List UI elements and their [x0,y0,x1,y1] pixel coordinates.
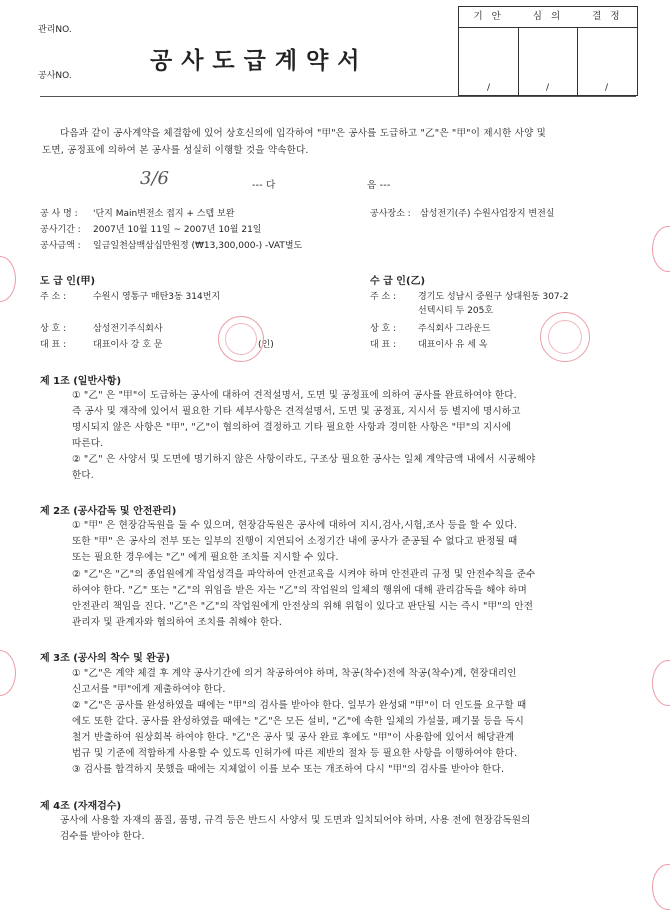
contractor-title: 수 급 인(乙) [370,276,426,287]
approval-slash-1: / [487,83,491,93]
contractor-address-label: 주 소 : [370,292,397,302]
article-3-line: 신고서를 "甲"에게 제출하여야 한다. [72,684,226,695]
article-1-line: 따른다. [72,438,104,449]
article-4-line: 검수를 받아야 한다. [60,831,145,842]
contractor-company-seal [540,312,590,362]
period: 2007년 10월 11일 ~ 2007년 10월 21일 [93,225,262,235]
article-1-line: 명시되지 않은 사항은 "甲", "乙"이 협의하여 결정하고 기타 필요한 사항과 경미한 사항은 "甲"의 지시에 [72,422,512,433]
right-margin-seal [652,226,670,272]
contract-no-label: 공사NO. [38,71,72,81]
owner-seal-mark: (인) [258,340,274,350]
owner-company: 삼성전기주식회사 [93,324,163,334]
header-divider [40,96,636,97]
approval-slash-2: / [546,83,550,93]
contractor-rep-label: 대 표 : [370,340,397,350]
owner-address-label: 주 소 : [40,292,67,302]
article-3-line: 에도 또한 같다. 공사를 완성하였을 때에는 "乙"은 모든 설비, "乙"에 속한 일체의 가설물, 폐기물 등을 독시 [72,716,524,727]
owner-company-seal [218,316,264,362]
approval-label-review: 심 의 [532,11,564,22]
project-name-label: 공 사 명 : [40,209,78,219]
article-1-line: 한다. [72,470,94,481]
article-2-line: ② "乙"은 "乙"의 종업원에게 작업성격을 파악하여 안전교육을 시켜야 하며 안전관리 규정 및 안전수칙을 준수 [72,569,536,580]
article-3-line: 철거 반출하여 원상회복 하여야 한다. "乙"은 공사 및 공사 완료 후에도 "甲"이 사용함에 있어서 해당관계 [72,732,515,743]
article-3-line: ① "乙"은 계약 체결 후 계약 공사기간에 의거 착공하여야 하며, 착공(착수)전에 착공(착수)계, 현장대리인 [72,668,517,679]
owner-title: 도 급 인(甲) [40,276,96,287]
owner-address: 수원시 영통구 매탄3동 314번지 [93,292,221,302]
contractor-company-label: 상 호 : [370,324,397,334]
article-3-line: ③ 검사를 합격하지 못했을 때에는 지체없이 이를 보수 또는 개조하여 다시 "甲"의 검사를 받아야 한다. [72,764,505,775]
project-name: '단지 Main변전소 접지 + 스텝 보완 [93,209,235,219]
below-left: --- 다 [252,180,276,191]
owner-rep: 대표이사 강 호 문 [93,340,163,350]
contractor-rep: 대표이사 유 세 옥 [418,340,488,350]
article-4-title: 제 4조 (자재검수) [40,801,122,812]
article-2-line: 관리자 및 관계자와 협의하여 조치를 취해야 한다. [72,617,283,628]
contractor-company: 주식회사 그라운드 [418,324,491,334]
article-3-line: ② "乙"은 공사를 완성하였을 때에는 "甲"의 검사를 받아야 한다. 일부가 완성돼 "甲"이 더 인도를 요구할 때 [72,700,527,711]
article-2-line: 안전관리 책임을 진다. "乙"은 "乙"의 작업원에게 안전상의 위해 위험이 있다고 판단될 시는 즉시 "甲"의 안전 [72,601,534,612]
left-margin-seal [0,256,16,302]
owner-rep-label: 대 표 : [40,340,67,350]
contractor-address-2: 선텍시티 두 205호 [418,306,494,316]
article-1-line: ② "乙" 은 사양서 및 도면에 명기하지 않은 사항이라도, 구조상 필요한 공사는 일체 계약금액 내에서 시공해야 [72,454,536,465]
article-2-line: ① "甲" 은 현장감독원을 둘 수 있으며, 현장감독원은 공사에 대하여 지시,검사,시험,조사 등을 할 수 있다. [72,520,518,531]
article-3-title: 제 3조 (공사의 착수 및 완공) [40,653,171,664]
handwritten-mark: 3/6 [140,168,169,189]
article-1-title: 제 1조 (일반사항) [40,376,122,387]
article-4-line: 공사에 사용할 자재의 품질, 품명, 규격 등은 반드시 사양서 및 도면과 일치되어야 하며, 사용 전에 현장감독원의 [60,815,531,826]
amount: 일금일천삼백삼십만원정 (₩13,300,000-) -VAT별도 [93,241,303,251]
article-2-line: 하여야 한다. "乙" 또는 "乙"의 위임을 받은 자는 "乙"의 작업원의 일체의 행위에 대해 관리감독을 해야 하며 [72,585,527,596]
left-margin-seal [0,650,16,696]
article-1-line: ① "乙" 은 "甲"이 도급하는 공사에 대하여 견적설명서, 도면 및 공정표에 의하여 공사를 완료하여야 한다. [72,390,517,401]
article-3-line: 법규 및 기준에 적합하게 사용할 수 있도록 인허가에 따른 제반의 절차 등 필요한 사항을 이행하여야 한다. [72,748,518,759]
below-right: 음 --- [367,180,391,191]
period-label: 공사기간 : [40,225,81,235]
article-2-line: 또는 필요한 경우에는 "乙" 에게 필요한 조치를 지시할 수 있다. [72,552,339,563]
intro-line-1: 다음과 같이 공사계약을 체결함에 있어 상호신의에 입각하여 "甲"은 공사를 도급하고 "乙"은 "甲"이 제시한 사양 및 [60,128,547,139]
location-label: 공사장소 : [370,209,411,219]
article-2-line: 또한 "甲" 은 공사의 전부 또는 일부의 진행이 지연되어 소정기간 내에 공사가 준공될 수 없다고 판정될 때 [72,536,518,547]
article-2-title: 제 2조 (공사감독 및 안전관리) [40,506,177,517]
owner-company-label: 상 호 : [40,324,67,334]
amount-label: 공사금액 : [40,241,81,251]
approval-box [458,6,638,96]
right-margin-seal [652,660,670,706]
approval-slash-3: / [605,83,609,93]
approval-label-draft: 기 안 [473,11,504,22]
right-margin-seal [652,864,670,910]
article-1-line: 즉 공사 및 재작에 있어서 필요한 기타 세부사항은 견적설명서, 도면 및 공정표, 지시서 등 별지에 명시하고 [72,406,521,417]
location: 삼성전기(주) 수원사업장지 변전실 [420,209,555,219]
intro-line-2: 도면, 공정표에 의하여 본 공사를 성실히 이행할 것을 약속한다. [42,145,309,156]
doc-no-label: 관리NO. [38,25,72,35]
page-title: 공사도급계약서 [150,47,369,74]
contractor-address-1: 경기도 성남시 중원구 상대원동 307-2 [418,292,569,302]
approval-label-decision: 결 정 [592,11,623,22]
